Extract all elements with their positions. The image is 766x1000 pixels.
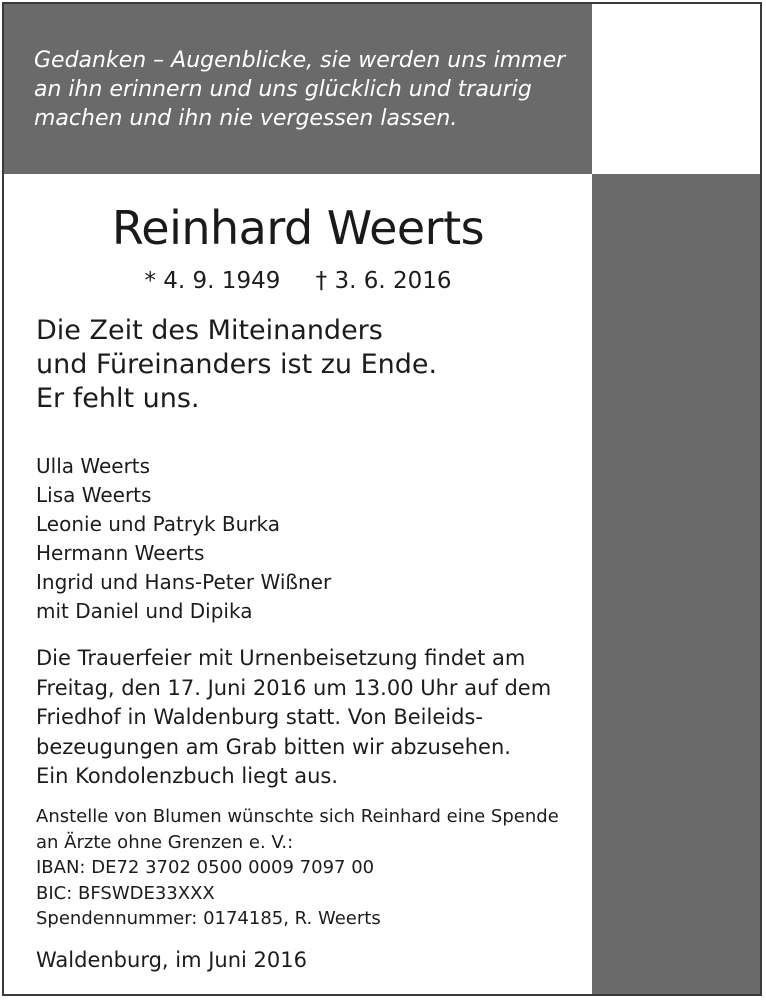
- family-member: mit Daniel und Dipika: [36, 599, 253, 623]
- donation-line: Anstelle von Blumen wünschte sich Reinhard eine Spende: [36, 806, 559, 827]
- ceremony-line: Freitag, den 17. Juni 2016 um 13.00 Uhr auf dem: [36, 675, 552, 700]
- family-member: Lisa Weerts: [36, 483, 152, 507]
- family-member: Ingrid und Hans-Peter Wißner: [36, 570, 332, 594]
- family-member: Ulla Weerts: [36, 454, 151, 478]
- motto-line: Die Zeit des Miteinanders: [36, 315, 383, 346]
- motto: [36, 314, 437, 416]
- donation-line: Spendennummer: 0174185, R. Weerts: [36, 908, 381, 929]
- donation-line: IBAN: DE72 3702 0500 0009 7097 00: [36, 857, 375, 878]
- family-list: [36, 452, 331, 626]
- decorative-side-bar: [592, 174, 762, 996]
- ceremony-info: [36, 644, 551, 792]
- ceremony-line: Ein Kondolenzbuch liegt aus.: [36, 764, 339, 788]
- family-member: Hermann Weerts: [36, 541, 205, 565]
- quote-line: machen und ihn nie vergessen lassen.: [34, 106, 458, 131]
- ceremony-line: bezeugungen am Grab bitten wir abzusehen.: [36, 734, 511, 759]
- donation-line: BIC: BFSWDE33XXX: [36, 882, 215, 904]
- ceremony-line: Friedhof in Waldenburg statt. Von Beileids-: [36, 705, 483, 729]
- motto-line: und Füreinanders ist zu Ende.: [36, 349, 438, 380]
- quote-panel: [4, 4, 592, 174]
- place-and-date: Waldenburg, im Juni 2016: [36, 948, 308, 972]
- quote-line: Gedanken – Augenblicke, sie werden uns immer: [34, 48, 566, 73]
- motto-line: Er fehlt uns.: [36, 383, 200, 414]
- family-member: Leonie und Patryk Burka: [36, 512, 280, 536]
- obituary-notice: [2, 2, 762, 996]
- donation-line: an Ärzte ohne Grenzen e. V.:: [36, 831, 294, 853]
- deceased-name: Reinhard Weerts: [111, 201, 485, 255]
- donation-info: [36, 804, 559, 932]
- life-dates: [4, 266, 592, 296]
- quote-line: an ihn erinnern und uns glücklich und traurig: [34, 77, 532, 102]
- death-date: † 3. 6. 2016: [315, 268, 452, 294]
- ceremony-line: Die Trauerfeier mit Urnenbeisetzung findet am: [36, 646, 526, 670]
- birth-date: * 4. 9. 1949: [144, 268, 281, 294]
